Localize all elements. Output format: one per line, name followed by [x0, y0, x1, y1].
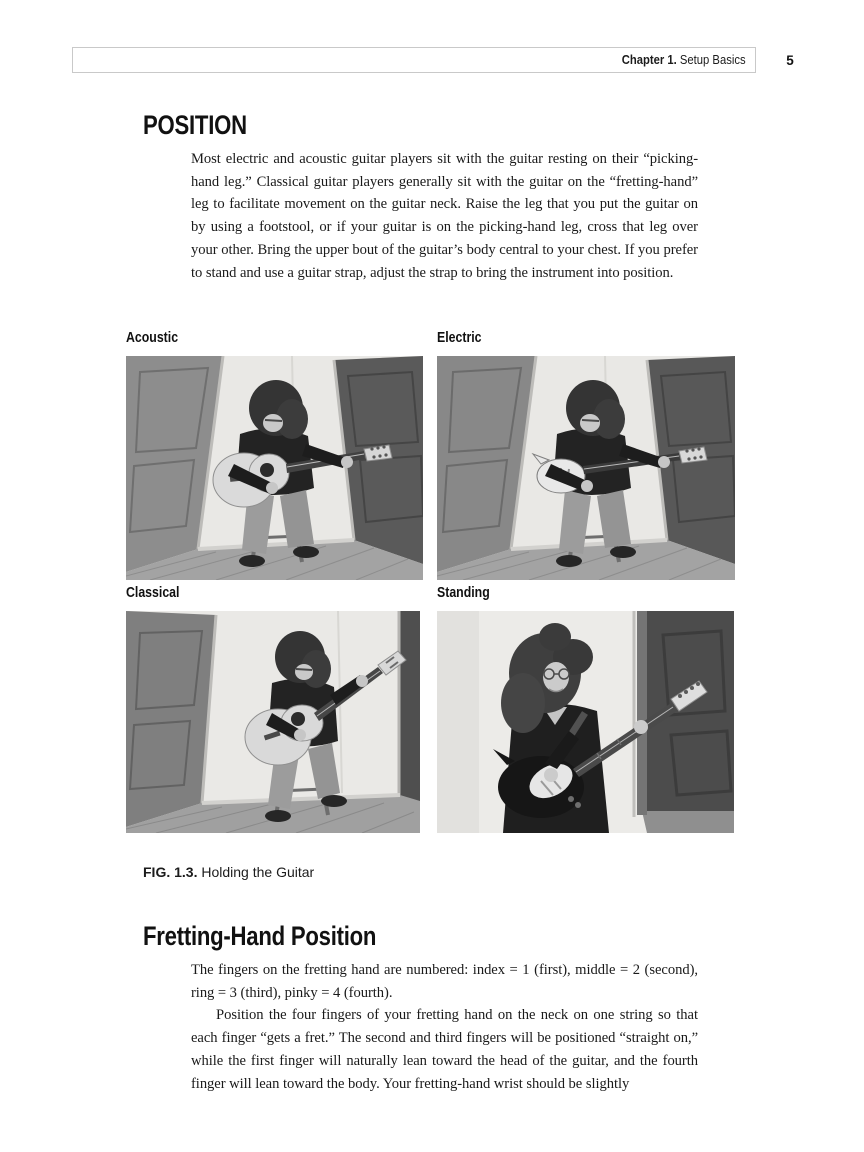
figure-caption-label: FIG. 1.3. — [143, 864, 198, 880]
figure-electric — [437, 330, 735, 580]
figure-acoustic — [126, 330, 423, 580]
photo-label-classical: Classical — [126, 585, 180, 601]
section-title-position: POSITION — [143, 110, 247, 140]
acoustic-photo-illustration — [126, 356, 423, 580]
acoustic-photo — [126, 356, 423, 580]
fretting-paragraphs — [191, 959, 698, 1095]
fretting-paragraph-2: Position the four fingers of your fretting hand on the neck on one string so that each finger “gets a fret.” The second and third fingers will be positioned “straight on,” while the first finger will naturally lean toward the head of the guitar, and the fourth finger will lean toward the body. Your fretting-hand wrist should be slightly — [191, 1007, 698, 1092]
photo-label-electric: Electric — [437, 330, 482, 346]
doorframe-right — [399, 611, 420, 807]
chapter-label: Chapter 1. — [622, 53, 678, 67]
figure-caption — [143, 864, 314, 880]
page-number: 5 — [786, 52, 794, 68]
classical-photo-illustration — [126, 611, 420, 833]
position-paragraph: Most electric and acoustic guitar players sit with the guitar resting on their “picking-hand leg.” Classical guitar players generally sit with the guitar on the “fretting-hand” leg to facilitate movement on the guitar neck. Raise the leg that you put the guitar on by using a footstool, or if your guitar is on the picking-hand leg, cross that leg over your other. Bring the upper bout of the guitar’s body central to your chest. If you prefer to stand and use a guitar strap, adjust the strap to bring the instrument into position. — [191, 151, 698, 281]
standing-photo-illustration — [437, 611, 734, 833]
figure-caption-text: Holding the Guitar — [197, 864, 315, 880]
figure-standing — [437, 585, 734, 833]
classical-photo — [126, 611, 420, 833]
section-title-fretting-hand: Fretting-Hand Position — [143, 921, 377, 951]
photo-label-standing: Standing — [437, 585, 490, 601]
standing-photo — [437, 611, 734, 833]
fretting-paragraph-1: The fingers on the fretting hand are numbered: index = 1 (first), middle = 2 (second), ring = 3 (third), pinky = 4 (fourth). — [191, 962, 698, 1001]
photo-label-acoustic: Acoustic — [126, 330, 179, 346]
electric-photo — [437, 356, 735, 580]
running-header — [72, 47, 756, 73]
door-left — [126, 611, 216, 827]
figure-classical — [126, 585, 420, 833]
electric-photo-illustration — [437, 356, 735, 580]
running-header-text — [622, 53, 746, 67]
chapter-title: Setup Basics — [677, 53, 746, 67]
